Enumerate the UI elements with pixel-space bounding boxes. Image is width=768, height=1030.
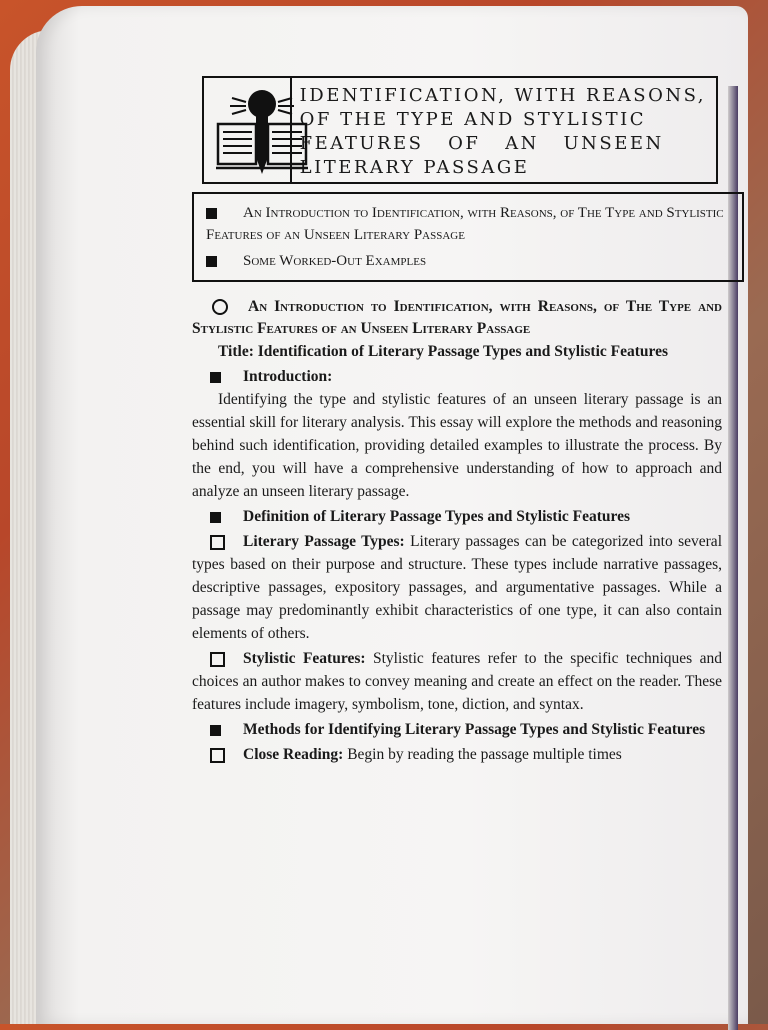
toc-item	[206, 202, 732, 246]
intro-paragraph: Identifying the type and stylistic features of an unseen literary passage is an essential skill for literary analysis. This essay will explore the methods and reasoning behind such identification, providing detailed examples to illustrate the process. By the end, you will have a comprehensive understanding of how to approach and analyze an unseen literary passage.	[192, 391, 722, 500]
chapter-icon-cell	[204, 78, 292, 182]
definition-heading-line: Definition of Literary Passage Types and Stylistic Features	[192, 505, 722, 528]
square-bullet-icon	[206, 256, 217, 267]
chapter-title-line: IDENTIFICATION, WITH REASONS,	[299, 85, 706, 106]
box-bullet-icon	[210, 652, 225, 667]
section-heading: An Introduction to Identification, with Reasons, of The Type and Stylistic Features of an Unseen Literary Passage	[192, 298, 722, 337]
types-paragraph: Literary Passage Types: Literary passages can be categorized into several types based on their purpose and structure. These types include narrative passages, descriptive passages, expository passages, and argumentative passages. While a passage may predominantly exhibit characteristics of one type, it can also contain elements of others.	[192, 533, 722, 642]
square-bullet-icon	[210, 725, 221, 736]
close-reading-paragraph: Close Reading: Begin by reading the passage multiple times	[192, 743, 722, 766]
box-bullet-icon	[210, 535, 225, 550]
square-bullet-icon	[210, 372, 221, 383]
intro-heading-line: Introduction:	[192, 365, 722, 388]
toc-item-label: Some Worked-Out Examples	[243, 253, 427, 269]
chapter-title-line: OF THE TYPE AND STYLISTIC	[299, 109, 646, 130]
chapter-title-line: LITERARY PASSAGE	[299, 157, 530, 178]
stylistic-paragraph: Stylistic Features: Stylistic features refer to the specific techniques and choices an author makes to convey meaning and create an effect on the reader. These features include imagery, symbolism, tone, diction, and syntax.	[192, 650, 723, 713]
methods-heading-line: Methods for Identifying Literary Passage Types and Stylistic Features	[192, 718, 722, 741]
page-content	[160, 76, 724, 766]
toc-item-label: An Introduction to Identification, with Reasons, of The Type and Stylistic Features of an Unseen Literary Passage	[206, 205, 724, 243]
circle-bullet-icon	[212, 299, 228, 315]
chapter-title-line: FEATURES OF AN UNSEEN	[299, 133, 664, 154]
chapter-title	[292, 78, 716, 182]
chapter-contents-box	[192, 192, 744, 282]
chapter-header	[202, 76, 718, 184]
toc-item	[206, 250, 732, 272]
square-bullet-icon	[210, 512, 221, 523]
essay-title: Title: Identification of Literary Passage Types and Stylistic Features	[218, 343, 669, 360]
body-text	[192, 296, 722, 766]
square-bullet-icon	[206, 208, 217, 219]
lightbulb-book-icon	[214, 84, 310, 178]
box-bullet-icon	[210, 748, 225, 763]
